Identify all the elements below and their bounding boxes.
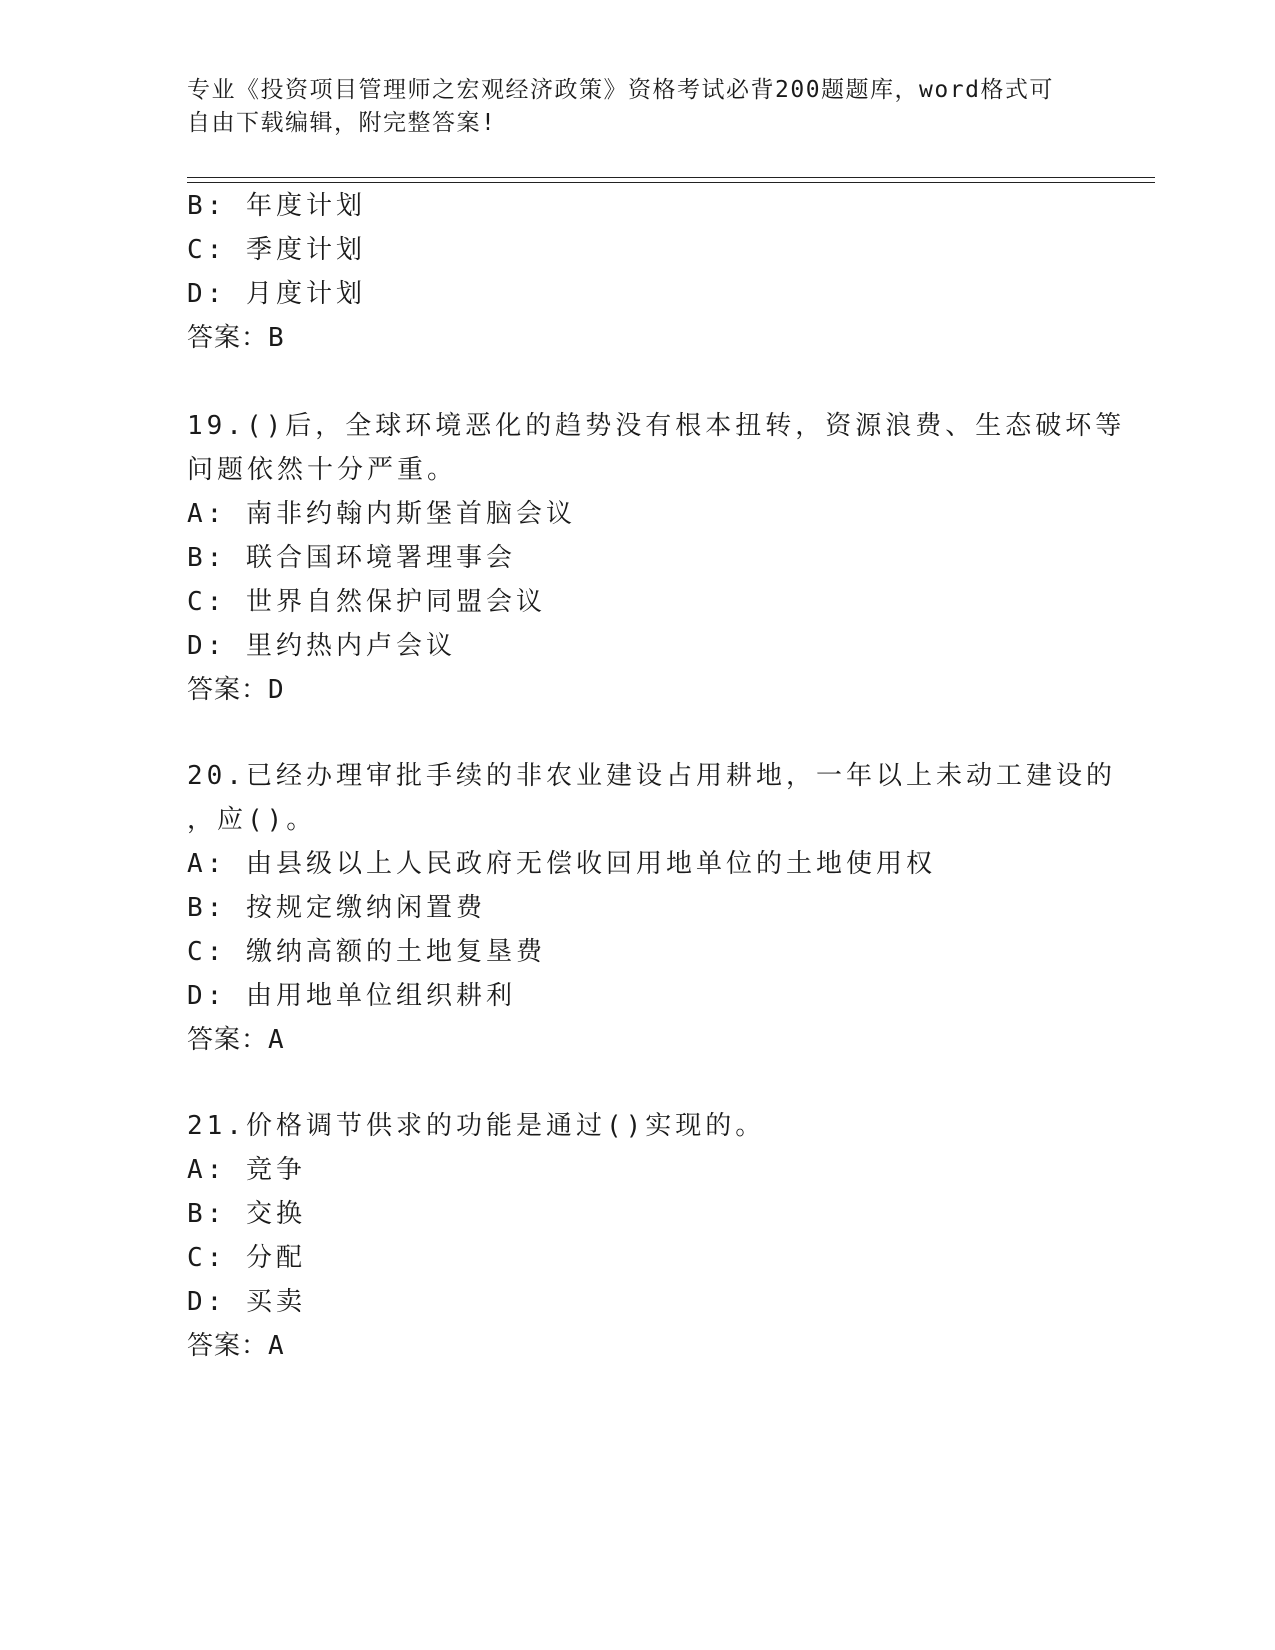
q20-option-a: A: 由县级以上人民政府无偿收回用地单位的土地使用权 <box>187 849 936 879</box>
q18-option-c: C: 季度计划 <box>187 235 366 265</box>
q21-answer: 答案：A <box>187 1331 285 1361</box>
q20-option-d: D: 由用地单位组织耕利 <box>187 981 516 1011</box>
q18-option-b: B: 年度计划 <box>187 191 366 221</box>
header-divider-bottom <box>187 182 1155 183</box>
q18-option-d: D: 月度计划 <box>187 279 366 309</box>
q21-stem-line-1: 21.价格调节供求的功能是通过()实现的。 <box>187 1111 766 1141</box>
header-line-1: 专业《投资项目管理师之宏观经济政策》资格考试必背200题题库，word格式可 <box>187 77 1054 103</box>
q19-option-c: C: 世界自然保护同盟会议 <box>187 587 546 617</box>
q21-option-b: B: 交换 <box>187 1199 306 1229</box>
q20-option-b: B: 按规定缴纳闲置费 <box>187 893 486 923</box>
q21-option-d: D: 买卖 <box>187 1287 306 1317</box>
q19-option-a: A: 南非约翰内斯堡首脑会议 <box>187 499 576 529</box>
q20-answer: 答案：A <box>187 1025 285 1055</box>
q18-answer: 答案：B <box>187 323 285 353</box>
q19-stem-line-1: 19.()后，全球环境恶化的趋势没有根本扭转，资源浪费、生态破坏等 <box>187 411 1126 441</box>
q19-option-b: B: 联合国环境署理事会 <box>187 543 516 573</box>
q20-option-c: C: 缴纳高额的土地复垦费 <box>187 937 546 967</box>
q21-option-c: C: 分配 <box>187 1243 306 1273</box>
header-divider-top <box>187 177 1155 178</box>
q19-answer: 答案：D <box>187 675 285 705</box>
header-line-2: 自由下载编辑，附完整答案! <box>187 110 497 136</box>
q19-option-d: D: 里约热内卢会议 <box>187 631 456 661</box>
q19-stem-line-2: 问题依然十分严重。 <box>187 455 458 485</box>
document-header <box>187 74 1067 140</box>
q20-stem-line-1: 20.已经办理审批手续的非农业建设占用耕地，一年以上未动工建设的 <box>187 761 1116 791</box>
q21-option-a: A: 竞争 <box>187 1155 306 1185</box>
q20-stem-line-2: ，应()。 <box>187 805 317 835</box>
